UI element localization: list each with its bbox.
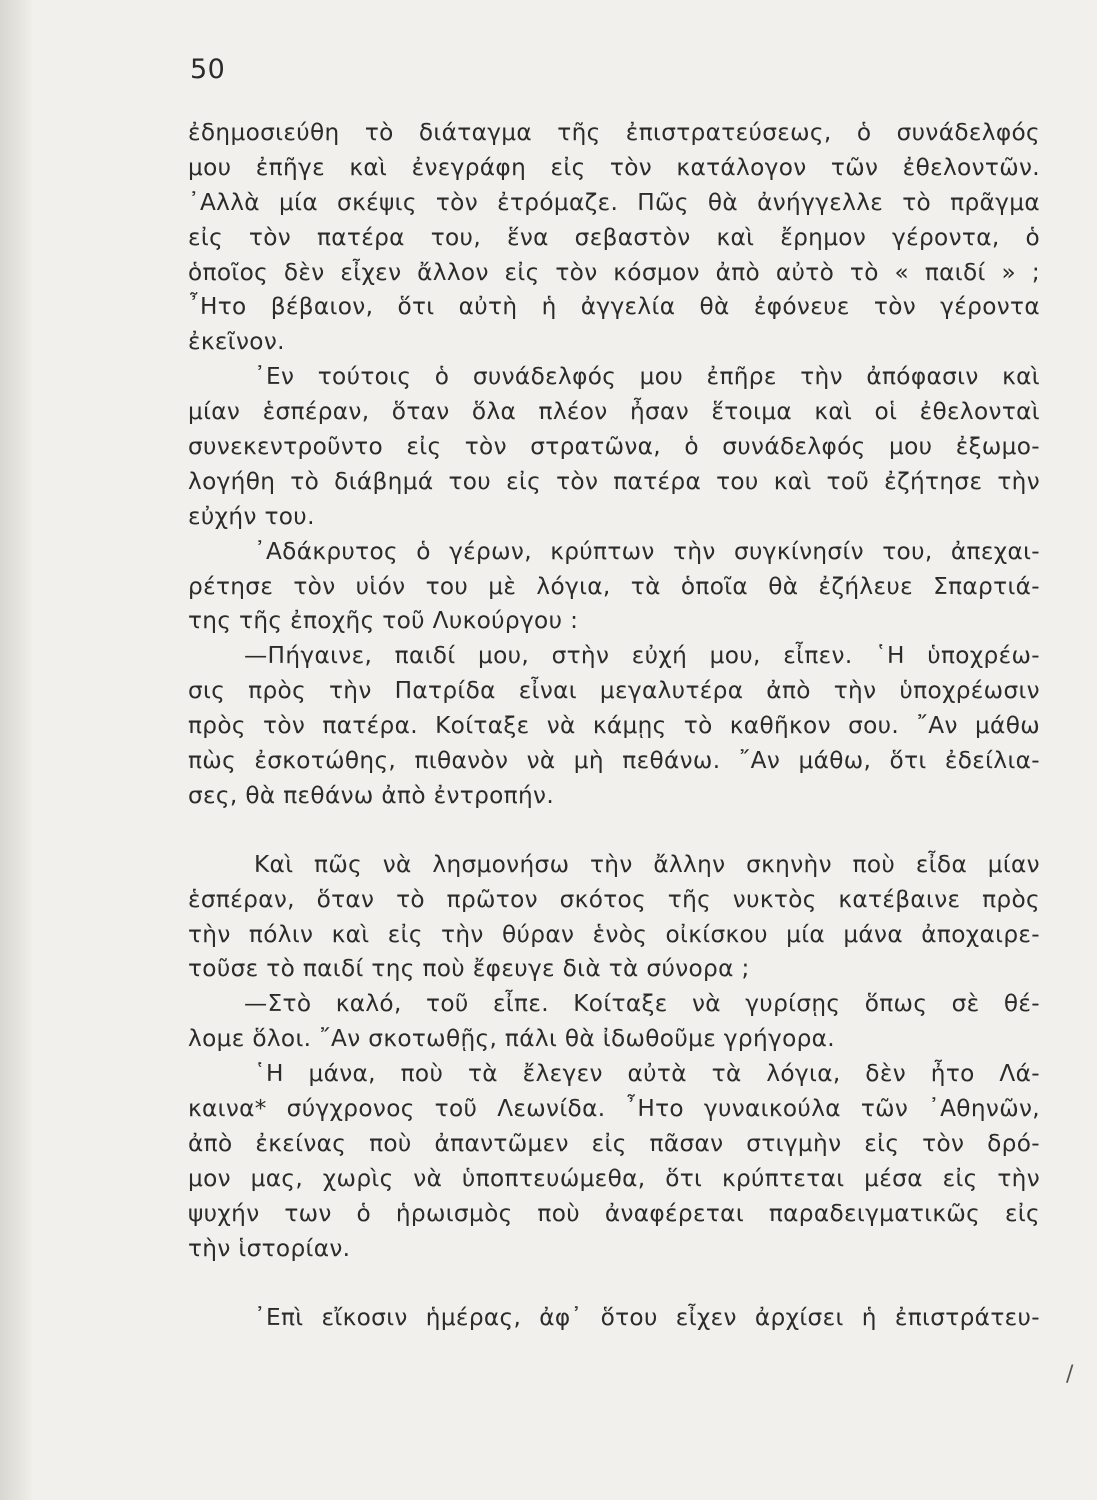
text-line: ἀπὸ ἐκείνας ποὺ ἀπαντῶμεν εἰς πᾶσαν στιγμὴν εἰς τὸν δρό-: [188, 1129, 1040, 1157]
text-line: μίαν ἑσπέραν, ὅταν ὅλα πλέον ἦσαν ἕτοιμα καὶ οἱ ἐθελονταὶ: [188, 398, 1040, 426]
text-line: ἐδημοσιεύθη τὸ διάταγμα τῆς ἐπιστρατεύσεως, ὁ συνάδελφός: [188, 119, 1040, 146]
paragraph-1: [188, 116, 1040, 360]
paragraph-5: [188, 848, 1040, 988]
text-line: ᾿Αλλὰ μία σκέψις τὸν ἐτρόμαζε. Πῶς θὰ ἀνήγγελλε τὸ πρᾶγμα: [188, 188, 1040, 216]
text-line: ῾Η μάνα, ποὺ τὰ ἔλεγεν αὐτὰ τὰ λόγια, δὲν ἦτο Λά-: [254, 1060, 1040, 1088]
text-line: μου ἐπῆγε καὶ ἐνεγράφη εἰς τὸν κατάλογον τῶν ἐθελοντῶν.: [188, 153, 1040, 181]
section-gap: [188, 1267, 1040, 1301]
paragraph-7: [188, 1057, 1040, 1266]
text-line: εὐχήν του.: [188, 502, 315, 530]
text-line: ᾿Επὶ εἴκοσιν ἡμέρας, ἀφ᾿ ὅτου εἶχεν ἀρχίσει ἡ ἐπιστράτευ-: [254, 1303, 1040, 1331]
text-line: ᾿Εν τούτοις ὁ συνάδελφός μου ἐπῆρε τὴν ἀπόφασιν καὶ: [254, 363, 1040, 391]
text-line: καινα* σύγχρονος τοῦ Λεωνίδα. ῏Ητο γυναικούλα τῶν ᾿Αθηνῶν,: [188, 1095, 1040, 1123]
margin-pencil-mark: /: [1066, 1362, 1074, 1387]
text-line: σες, θὰ πεθάνω ἀπὸ ἐντροπήν.: [188, 781, 555, 809]
book-spine-shadow: [0, 0, 34, 1500]
text-line: τὴν ἱστορίαν.: [188, 1234, 351, 1262]
page-body: [188, 116, 1040, 1335]
text-line: Καὶ πῶς νὰ λησμονήσω τὴν ἄλλην σκηνὴν ποὺ εἶδα μίαν: [254, 850, 1040, 878]
paragraph-2: [188, 360, 1040, 534]
paragraph-4-dialogue: [188, 639, 1040, 813]
text-line: εἰς τὸν πατέρα του, ἕνα σεβαστὸν καὶ ἔρημον γέροντα, ὁ: [188, 223, 1040, 251]
text-line: ὁποῖος δὲν εἶχεν ἄλλον εἰς τὸν κόσμον ἀπὸ αὐτὸ τὸ « παιδί » ;: [188, 258, 1040, 286]
text-line: τοῦσε τὸ παιδί της ποὺ ἔφευγε διὰ τὰ σύνορα ;: [188, 955, 750, 983]
page-number: 50: [190, 54, 226, 85]
text-line: σις πρὸς τὴν Πατρίδα εἶναι μεγαλυτέρα ἀπὸ τὴν ὑποχρέωσιν: [188, 677, 1040, 705]
text-line: —Πήγαινε, παιδί μου, στὴν εὐχή μου, εἶπεν. ῾Η ὑποχρέω-: [244, 642, 1040, 670]
text-line: ρέτησε τὸν υἱόν του μὲ λόγια, τὰ ὁποῖα θὰ ἐζήλευε Σπαρτιά-: [188, 572, 1040, 600]
text-line: πὼς ἐσκοτώθης, πιθανὸν νὰ μὴ πεθάνω. ῎Αν μάθω, ὅτι ἐδείλια-: [188, 747, 1040, 775]
text-line: ᾿Αδάκρυτος ὁ γέρων, κρύπτων τὴν συγκίνησίν του, ἀπεχαι-: [254, 537, 1040, 565]
text-line: ἑσπέραν, ὅταν τὸ πρῶτον σκότος τῆς νυκτὸς κατέβαινε πρὸς: [188, 885, 1040, 913]
text-line: λομε ὅλοι. ῎Αν σκοτωθῇς, πάλι θὰ ἰδωθοῦμε γρήγορα.: [188, 1025, 836, 1053]
text-line: λογήθη τὸ διάβημά του εἰς τὸν πατέρα του καὶ τοῦ ἐζήτησε τὴν: [188, 467, 1040, 495]
paragraph-8: [188, 1301, 1040, 1336]
text-line: ῏Ητο βέβαιον, ὅτι αὐτὴ ἡ ἀγγελία θὰ ἐφόνευε τὸν γέροντα: [188, 293, 1040, 321]
text-line: συνεκεντροῦντο εἰς τὸν στρατῶνα, ὁ συνάδελφός μου ἐξωμο-: [188, 433, 1040, 461]
text-line: ψυχήν των ὁ ἡρωισμὸς ποὺ ἀναφέρεται παραδειγματικῶς εἰς: [188, 1199, 1040, 1227]
section-gap: [188, 814, 1040, 848]
text-line: πρὸς τὸν πατέρα. Κοίταξε νὰ κάμῃς τὸ καθῆκον σου. ῎Αν μάθω: [188, 712, 1040, 740]
paragraph-3: [188, 535, 1040, 640]
text-line: ἐκεῖνον.: [188, 328, 285, 356]
paragraph-6-dialogue: [188, 987, 1040, 1057]
text-line: της τῆς ἐποχῆς τοῦ Λυκούργου :: [188, 607, 579, 635]
text-line: —Στὸ καλό, τοῦ εἶπε. Κοίταξε νὰ γυρίσῃς ὅπως σὲ θέ-: [244, 990, 1040, 1018]
text-line: τὴν πόλιν καὶ εἰς τὴν θύραν ἑνὸς οἰκίσκου μία μάνα ἀποχαιρε-: [188, 920, 1040, 948]
text-line: μον μας, χωρὶς νὰ ὑποπτευώμεθα, ὅτι κρύπτεται μέσα εἰς τὴν: [188, 1164, 1040, 1192]
